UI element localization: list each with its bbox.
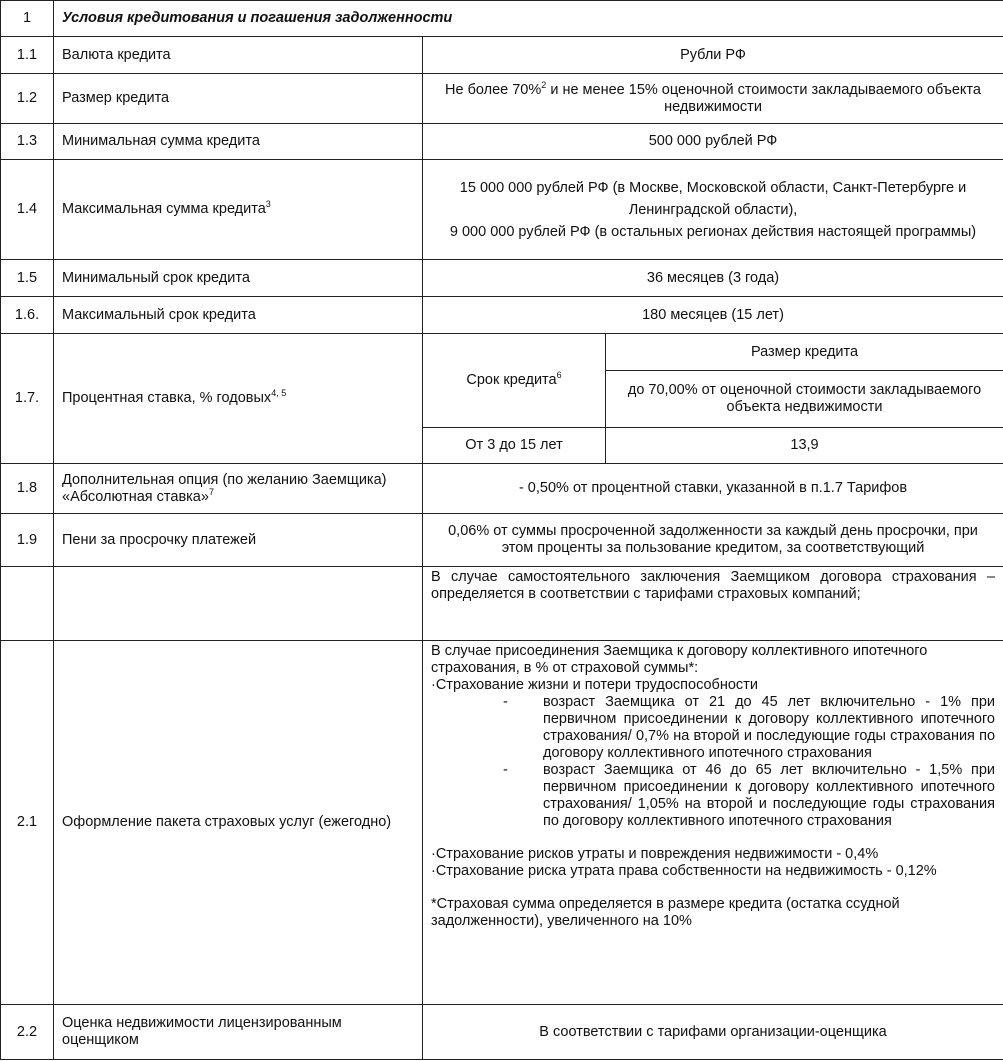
bullet-age-21-45 [431,694,995,762]
footnote-ref: 4, 5 [271,388,287,398]
row-1-4 [1,160,1003,260]
row-number: 1.4 [1,160,54,260]
spacer [431,880,995,896]
insurance-details [423,641,1003,1005]
footnote-ref: 2 [541,79,547,90]
row-label [54,464,423,514]
row-number: 1.7. [1,334,54,464]
row-number: 2.1 [1,641,54,1005]
term-header-text: Срок кредита [466,372,557,388]
row-label: Оформление пакета страховых услуг (ежегодно) [54,641,423,1005]
row-1-9 [1,514,1003,567]
bullet-age-46-65 [431,762,995,830]
property-insurance: ·Страхование рисков утраты и повреждения недвижимости - 0,4% [431,846,879,862]
insurance-intro: В случае присоединения Заемщика к договору коллективного ипотечного страхования, в % от страховой суммы*: [431,643,928,676]
row-label: Валюта кредита [54,37,423,74]
row-2-0 [1,567,1003,641]
row-number: 2.2 [1,1005,54,1060]
row-value: 180 месяцев (15 лет) [423,297,1003,334]
term-value: От 3 до 15 лет [423,428,606,464]
row-2-1 [1,641,1003,1005]
bullet-dash: - [503,694,508,710]
row-1-6 [1,297,1003,334]
insurance-footnote: *Страховая сумма определяется в размере кредита (остатка ссудной задолженности), увеличенного на 10% [431,896,900,929]
bullet-dash: - [503,762,508,778]
life-insurance-title: ·Страхование жизни и потери трудоспособности [431,677,758,693]
footnote-ref: 3 [265,199,271,209]
row-number-empty [1,567,54,641]
row-label: Размер кредита [54,74,423,124]
row-label: Оценка недвижимости лицензированным оценщиком [54,1005,423,1060]
row-1-3 [1,124,1003,160]
row-number: 1.5 [1,260,54,297]
row-value [423,74,1003,124]
value-regions: 9 000 000 рублей РФ (в остальных регионах действия настоящей программы) [449,223,977,240]
size-header: Размер кредита [606,334,1003,371]
value-part: и не менее 15% оценочной стоимости закладываемого объекта недвижимости [546,81,981,115]
row-label: Минимальная сумма кредита [54,124,423,160]
row-value [423,160,1003,260]
row-2-2 [1,1005,1003,1060]
row-number: 1.9 [1,514,54,567]
row-label [54,160,423,260]
footnote-ref: 6 [556,370,562,380]
row-value: 500 000 рублей РФ [423,124,1003,160]
row-value: В соответствии с тарифами организации-оценщика [423,1005,1003,1060]
self-insurance-text: В случае самостоятельного заключения Заемщиком договора страхования – определяется в соответствии с тарифами страховых компаний; [423,567,1003,641]
bullet-text: возраст Заемщика от 46 до 65 лет включительно - 1,5% при первичном присоединении к договору коллективного ипотечного страхования/ 1,05% на второй и последующие годы страхования по договору коллективного ипотечного страхования [543,762,996,829]
row-number: 1.3 [1,124,54,160]
section-number: 1 [1,1,54,37]
label-text: Дополнительная опция (по желанию Заемщика) «Абсолютная ставка» [62,471,387,505]
row-label: Пени за просрочку платежей [54,514,423,567]
row-value: Рубли РФ [423,37,1003,74]
row-number: 1.6. [1,297,54,334]
footnote-ref: 7 [208,486,214,497]
row-number: 1.8 [1,464,54,514]
row-label: Максимальный срок кредита [54,297,423,334]
spacer [431,830,995,846]
row-1-8 [1,464,1003,514]
row-value: - 0,50% от процентной ставки, указанной в п.1.7 Тарифов [423,464,1003,514]
row-1-5 [1,260,1003,297]
bullet-text: возраст Заемщика от 21 до 45 лет включительно - 1% при первичном присоединении к договору коллективного ипотечного страхования/ 0,7% на второй и последующие годы страхования по договору коллективного ипотечного страхования [543,694,996,761]
row-1-1 [1,37,1003,74]
term-header [423,334,606,428]
size-subheader: до 70,00% от оценочной стоимости закладываемого объекта недвижимости [606,371,1003,428]
rate-value: 13,9 [606,428,1003,464]
row-number: 1.1 [1,37,54,74]
section-row [1,1,1003,37]
row-1-7 [1,334,1003,371]
row-value: 0,06% от суммы просроченной задолженности за каждый день просрочки, при этом проценты за пользование кредитом, за соответствующий [423,514,1003,567]
title-insurance: ·Страхование риска утрата права собственности на недвижимость - 0,12% [431,863,937,879]
row-1-2 [1,74,1003,124]
row-number: 1.2 [1,74,54,124]
row-value: 36 месяцев (3 года) [423,260,1003,297]
section-title: Условия кредитования и погашения задолженности [54,1,1003,37]
row-label [54,334,423,464]
value-part: Не более 70% [445,81,542,98]
value-moscow: 15 000 000 рублей РФ (в Москве, Московской области, Санкт-Петербурге и Ленинградской области), [459,179,967,218]
row-label: Минимальный срок кредита [54,260,423,297]
label-text: Максимальная сумма кредита [62,201,266,217]
label-text: Процентная ставка, % годовых [62,390,272,406]
row-label-empty [54,567,423,641]
